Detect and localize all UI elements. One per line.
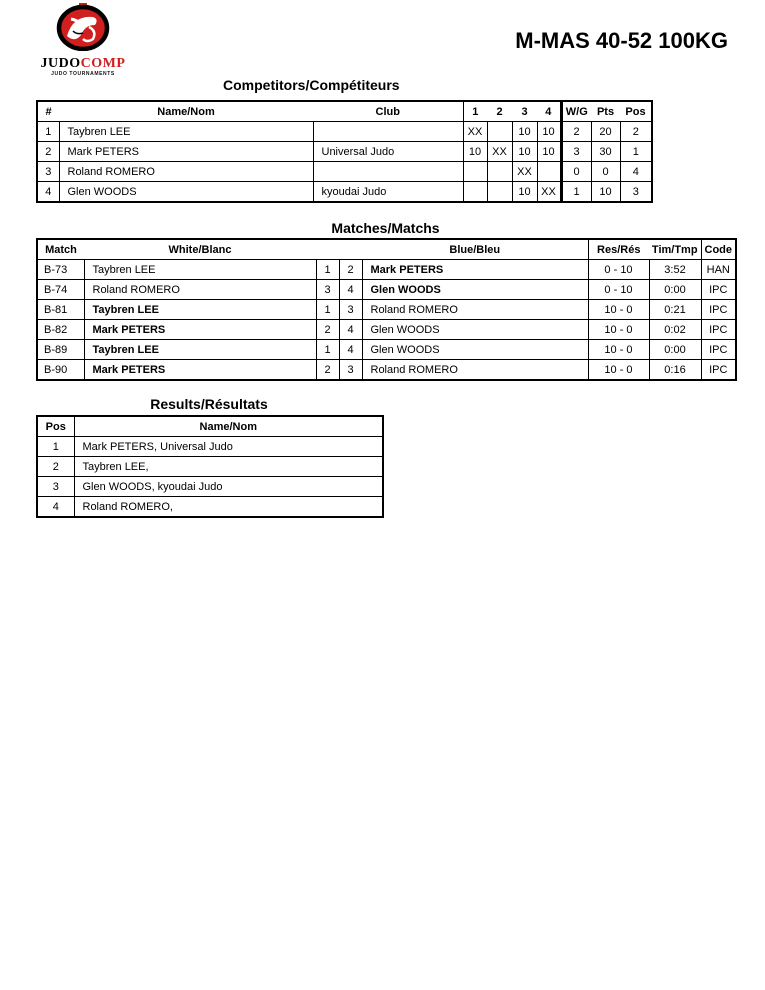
match-row-cell-blue: Glen WOODS	[362, 280, 588, 300]
judocomp-emblem-icon	[37, 3, 129, 51]
match-row-cell-code: IPC	[701, 340, 736, 360]
match-row-cell-res: 0 - 10	[588, 260, 649, 280]
match-row-cell-white: Roland ROMERO	[84, 280, 316, 300]
column-header-result: Res/Rés	[588, 239, 649, 260]
match-row-cell-res: 10 - 0	[588, 360, 649, 381]
match-row	[37, 340, 736, 360]
competitor-row-cell-r1: XX	[463, 122, 487, 142]
competitor-row-cell-num: 2	[37, 142, 59, 162]
competitor-row-cell-r3: 10	[512, 182, 537, 203]
match-row-cell-res: 10 - 0	[588, 340, 649, 360]
column-header-white: White/Blanc	[84, 239, 316, 260]
match-row-cell-blue: Glen WOODS	[362, 320, 588, 340]
match-row-cell-match: B-90	[37, 360, 84, 381]
match-row-cell-bnum: 4	[339, 340, 362, 360]
result-row-cell-name: Glen WOODS, kyoudai Judo	[74, 477, 383, 497]
results-heading: Results/Résultats	[150, 396, 268, 412]
match-row	[37, 320, 736, 340]
competitor-row-cell-r2	[487, 122, 512, 142]
match-row-cell-blue: Roland ROMERO	[362, 360, 588, 381]
column-header-match: Match	[37, 239, 84, 260]
match-row-cell-time: 0:16	[649, 360, 701, 381]
competitor-row-cell-wg: 3	[561, 142, 591, 162]
logo-text-judo: JUDO	[40, 56, 81, 71]
match-row-cell-code: IPC	[701, 300, 736, 320]
competitor-row-cell-r4: XX	[537, 182, 561, 203]
competitor-row-cell-name: Mark PETERS	[59, 142, 313, 162]
match-row-cell-wnum: 1	[316, 260, 339, 280]
competitors-heading: Competitors/Compétiteurs	[223, 77, 400, 93]
competitor-row-cell-pts: 10	[591, 182, 620, 203]
match-row-cell-white: Taybren LEE	[84, 340, 316, 360]
competitor-row-cell-wg: 2	[561, 122, 591, 142]
match-row	[37, 280, 736, 300]
competitor-row-cell-club	[313, 162, 463, 182]
match-row-cell-white: Taybren LEE	[84, 260, 316, 280]
match-row-cell-code: IPC	[701, 280, 736, 300]
result-row	[37, 457, 383, 477]
competitor-row-cell-wg: 1	[561, 182, 591, 203]
column-header-club: Club	[313, 101, 463, 122]
competitors-table-body	[37, 122, 652, 203]
logo-text-comp: COMP	[80, 56, 126, 71]
match-row-cell-bnum: 4	[339, 280, 362, 300]
column-header-pos: Pos	[37, 416, 74, 437]
result-row	[37, 437, 383, 457]
result-row-cell-name: Taybren LEE,	[74, 457, 383, 477]
competitor-row	[37, 122, 652, 142]
competitor-row	[37, 182, 652, 203]
match-row-cell-code: IPC	[701, 320, 736, 340]
match-row	[37, 360, 736, 381]
match-row-cell-bnum: 2	[339, 260, 362, 280]
column-header-name: Name/Nom	[74, 416, 383, 437]
competitors-table	[36, 100, 653, 203]
competitor-row-cell-r4	[537, 162, 561, 182]
match-row-cell-white: Mark PETERS	[84, 320, 316, 340]
competitor-row-cell-r4: 10	[537, 142, 561, 162]
logo-tagline: JUDO TOURNAMENTS	[51, 71, 115, 77]
competitor-row-cell-pts: 0	[591, 162, 620, 182]
match-row	[37, 260, 736, 280]
competitor-row-cell-wg: 0	[561, 162, 591, 182]
match-row-cell-res: 0 - 10	[588, 280, 649, 300]
column-header-pts: Pts	[591, 101, 620, 122]
result-row-cell-pos: 3	[37, 477, 74, 497]
match-row-cell-white: Taybren LEE	[84, 300, 316, 320]
match-row-cell-time: 0:00	[649, 340, 701, 360]
competitor-row-cell-r2: XX	[487, 142, 512, 162]
competitor-row-cell-pos: 3	[620, 182, 652, 203]
match-row-cell-blue: Mark PETERS	[362, 260, 588, 280]
matches-header-row	[37, 239, 736, 260]
competitor-row-cell-club	[313, 122, 463, 142]
competitor-row-cell-name: Taybren LEE	[59, 122, 313, 142]
result-row-cell-pos: 1	[37, 437, 74, 457]
column-header-whitenum	[316, 239, 339, 260]
match-row-cell-time: 0:21	[649, 300, 701, 320]
match-row-cell-wnum: 1	[316, 340, 339, 360]
column-header-round3: 3	[512, 101, 537, 122]
competitor-row-cell-club: Universal Judo	[313, 142, 463, 162]
match-row-cell-wnum: 2	[316, 320, 339, 340]
match-row-cell-match: B-89	[37, 340, 84, 360]
match-row-cell-match: B-74	[37, 280, 84, 300]
match-row-cell-time: 0:02	[649, 320, 701, 340]
result-row-cell-pos: 2	[37, 457, 74, 477]
column-header-wg: W/G	[561, 101, 591, 122]
match-row-cell-code: IPC	[701, 360, 736, 381]
match-row-cell-bnum: 4	[339, 320, 362, 340]
competitor-row-cell-r3: 10	[512, 142, 537, 162]
competitors-header-row	[37, 101, 652, 122]
matches-table-body	[37, 260, 736, 381]
competitor-row-cell-pos: 4	[620, 162, 652, 182]
match-row-cell-match: B-73	[37, 260, 84, 280]
result-row-cell-pos: 4	[37, 497, 74, 518]
competitor-row-cell-pos: 1	[620, 142, 652, 162]
column-header-time: Tim/Tmp	[649, 239, 701, 260]
match-row-cell-time: 3:52	[649, 260, 701, 280]
competitor-row-cell-club: kyoudai Judo	[313, 182, 463, 203]
competitor-row-cell-num: 4	[37, 182, 59, 203]
competitor-row-cell-name: Glen WOODS	[59, 182, 313, 203]
match-row-cell-match: B-82	[37, 320, 84, 340]
competitor-row-cell-r2	[487, 162, 512, 182]
result-row	[37, 477, 383, 497]
competitor-row-cell-num: 1	[37, 122, 59, 142]
competitor-row-cell-pos: 2	[620, 122, 652, 142]
results-table	[36, 415, 384, 518]
match-row-cell-bnum: 3	[339, 300, 362, 320]
column-header-round4: 4	[537, 101, 561, 122]
match-row-cell-time: 0:00	[649, 280, 701, 300]
competitor-row-cell-r2	[487, 182, 512, 203]
competitor-row-cell-r3: XX	[512, 162, 537, 182]
match-row-cell-blue: Glen WOODS	[362, 340, 588, 360]
match-row-cell-white: Mark PETERS	[84, 360, 316, 381]
competitor-row-cell-r1	[463, 162, 487, 182]
matches-table	[36, 238, 737, 381]
matches-heading: Matches/Matchs	[331, 220, 440, 236]
competitor-row	[37, 142, 652, 162]
column-header-round2: 2	[487, 101, 512, 122]
column-header-bluenum	[339, 239, 362, 260]
match-row-cell-res: 10 - 0	[588, 320, 649, 340]
competitor-row-cell-r4: 10	[537, 122, 561, 142]
match-row-cell-wnum: 3	[316, 280, 339, 300]
match-row	[37, 300, 736, 320]
match-row-cell-wnum: 2	[316, 360, 339, 381]
column-header-round1: 1	[463, 101, 487, 122]
competitor-row-cell-pts: 30	[591, 142, 620, 162]
match-row-cell-res: 10 - 0	[588, 300, 649, 320]
result-row	[37, 497, 383, 518]
column-header-name: Name/Nom	[59, 101, 313, 122]
results-table-body	[37, 437, 383, 518]
competitor-row-cell-r1	[463, 182, 487, 203]
results-header-row	[37, 416, 383, 437]
page-title: M-MAS 40-52 100KG	[515, 28, 728, 53]
competitor-row-cell-r3: 10	[512, 122, 537, 142]
judocomp-logo	[37, 3, 129, 77]
logo-wordmark	[37, 57, 129, 70]
match-row-cell-blue: Roland ROMERO	[362, 300, 588, 320]
match-row-cell-wnum: 1	[316, 300, 339, 320]
match-row-cell-bnum: 3	[339, 360, 362, 381]
result-row-cell-name: Mark PETERS, Universal Judo	[74, 437, 383, 457]
competitor-row-cell-r1: 10	[463, 142, 487, 162]
result-row-cell-name: Roland ROMERO,	[74, 497, 383, 518]
competitor-row-cell-pts: 20	[591, 122, 620, 142]
competitor-row-cell-num: 3	[37, 162, 59, 182]
column-header-blue: Blue/Bleu	[362, 239, 588, 260]
column-header-pos: Pos	[620, 101, 652, 122]
column-header-code: Code	[701, 239, 736, 260]
match-row-cell-match: B-81	[37, 300, 84, 320]
competitor-row	[37, 162, 652, 182]
competitor-row-cell-name: Roland ROMERO	[59, 162, 313, 182]
match-row-cell-code: HAN	[701, 260, 736, 280]
column-header-num: #	[37, 101, 59, 122]
